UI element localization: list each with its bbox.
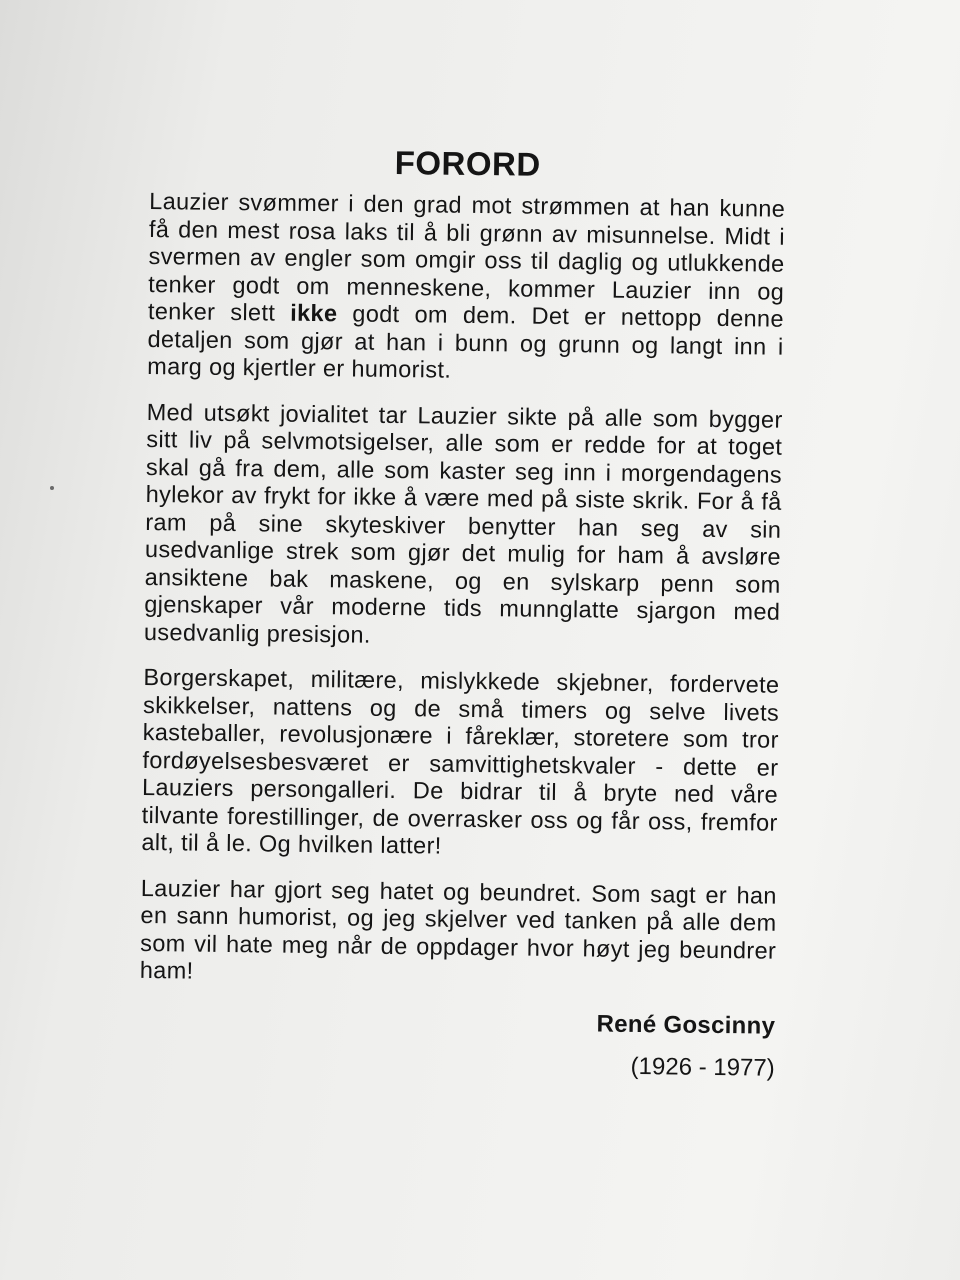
- paragraph-1-text-start: Lauzier svømmer i den grad mot strømmen at han kunne få den mest rosa laks til å bli grønn av misunnelse. Midt i svermen av engler som omgir oss til daglig og utlukkende tenker godt om menneskene, kommer Lauzier inn og tenker slett: [147, 187, 786, 326]
- paragraph-4: Lauzier har gjort seg hatet og beundret. Som sagt er han en sann humorist, og jeg skjelver ved tanken på alle dem som vil hate meg når de oppdager hvor høyt jeg beundrer ham!: [139, 874, 777, 984]
- paragraph-2: Med utsøkt jovialitet tar Lauzier sikte på alle som bygger sitt liv på selvmotsigelser, alle som er redde for at toget skal gå fra dem, alle som kaster seg inn i morgendagens hylekor av frykt for ikke å være med på siste skrik. For å få ram på sine skyteskiver benytter han seg av sin usedvanlige strek som gjør det mulig for ham å avsløre ansiktene bak maskene, og en sylskarp penn som gjenskaper vår moderne tids munnglatte sjargon med usedvanlig presisjon.: [143, 398, 783, 648]
- paragraph-1-bold-word: ikke: [290, 299, 338, 327]
- foreword-page: [139, 140, 786, 1084]
- page-title: FORORD: [394, 143, 541, 183]
- paragraph-1-text-end: godt om dem. Det er nettopp denne detaljen som gjør at han i bunn og grunn og langt inn i marg og kjertler er humorist.: [147, 300, 785, 383]
- signature-name: René Goscinny: [596, 1010, 776, 1040]
- paragraph-1: [147, 188, 785, 388]
- paper-speck: [50, 486, 54, 490]
- paragraph-3: Borgerskapet, militære, mislykkede skjebner, fordervete skikkelser, nattens og de små timers og selve livets kasteballer, revolusjonære i fåreklær, storetere som tror fordøyelsesbesværet er samvittighetskvaler - dette er Lauziers persongalleri. De bidrar til å bryte ned våre tilvante forestillinger, de overrasker oss og får oss, fremfor alt, til å le. Og hvilken latter!: [141, 663, 780, 859]
- signature-years: (1926 - 1977): [630, 1052, 775, 1082]
